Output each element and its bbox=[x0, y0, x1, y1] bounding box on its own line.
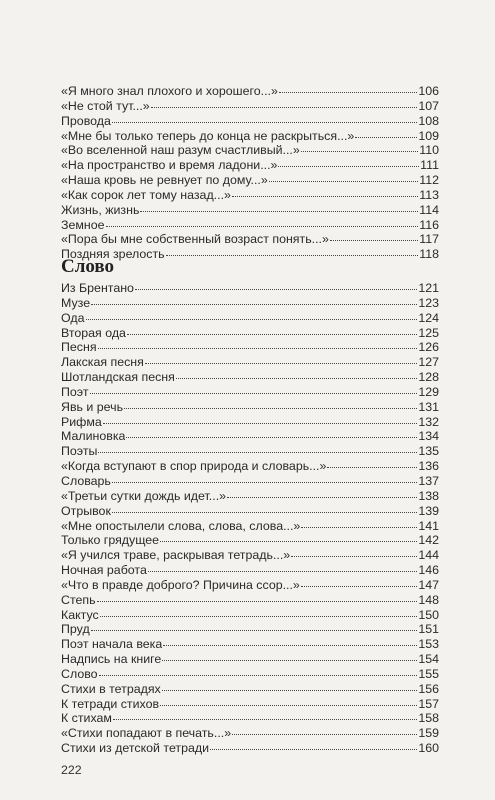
toc-entry-title: Ночная работа bbox=[61, 563, 147, 578]
toc-entry-page: 141 bbox=[418, 518, 439, 533]
dot-leader bbox=[112, 122, 417, 123]
toc-entry bbox=[61, 726, 439, 741]
dot-leader bbox=[106, 226, 419, 227]
page-number: 222 bbox=[61, 763, 82, 777]
toc-entry-title: Лакская песня bbox=[61, 355, 144, 370]
toc-entry-title: Словарь bbox=[61, 473, 111, 488]
toc-entry bbox=[61, 474, 439, 489]
toc-entry bbox=[61, 355, 439, 370]
toc-entry-page: 146 bbox=[418, 563, 439, 578]
toc-entry bbox=[61, 563, 439, 578]
toc-entry-page: 158 bbox=[418, 711, 439, 726]
dot-leader bbox=[90, 393, 418, 394]
toc-entry-title: Стихи в тетрадях bbox=[61, 681, 161, 696]
dot-leader bbox=[355, 137, 417, 138]
toc-entry bbox=[61, 370, 439, 385]
toc-entry-title: «Я много знал плохого и хорошего...» bbox=[61, 84, 278, 98]
toc-entry bbox=[61, 548, 439, 563]
toc-entry bbox=[61, 622, 439, 637]
toc-entry-title: «Мне бы только теперь до конца не раскрыться...» bbox=[61, 128, 355, 143]
toc-entry-page: 114 bbox=[419, 202, 439, 217]
dot-leader bbox=[163, 645, 417, 646]
toc-entry bbox=[61, 741, 439, 756]
toc-entry bbox=[61, 114, 439, 129]
dot-leader bbox=[124, 408, 417, 409]
dot-leader bbox=[112, 482, 417, 483]
toc-entry-title: Шотландская песня bbox=[61, 370, 175, 385]
toc-entry bbox=[61, 143, 439, 158]
toc-entry bbox=[61, 232, 439, 247]
toc-entry-title: Стихи из детской тетради bbox=[61, 741, 210, 756]
toc-entry-title: Поэты bbox=[61, 444, 98, 459]
toc-entry-page: 137 bbox=[418, 473, 439, 488]
toc-entry bbox=[61, 652, 439, 667]
toc-entry-title: Надпись на книге bbox=[61, 652, 162, 667]
toc-entry-page: 147 bbox=[418, 577, 439, 592]
dot-leader bbox=[301, 586, 417, 587]
toc-entry-title: Поэт bbox=[61, 384, 89, 399]
toc-entry-title: Слово bbox=[61, 666, 98, 681]
toc-entry-page: 124 bbox=[418, 310, 439, 325]
toc-entry-title: К стихам bbox=[61, 711, 112, 726]
toc-entry bbox=[61, 203, 439, 218]
toc-entry bbox=[61, 281, 439, 296]
toc-entry-page: 131 bbox=[418, 399, 439, 414]
dot-leader bbox=[176, 378, 417, 379]
toc-entry-title: «Мне опостылели слова, слова, слова...» bbox=[61, 518, 301, 533]
toc-entry-title: Из Брентано bbox=[61, 281, 134, 295]
dot-leader bbox=[301, 527, 417, 528]
toc-entry bbox=[61, 340, 439, 355]
dot-leader bbox=[103, 423, 418, 424]
dot-leader bbox=[210, 749, 417, 750]
toc-entry-page: 123 bbox=[418, 295, 439, 310]
dot-leader bbox=[86, 319, 418, 320]
toc-entry-page: 111 bbox=[420, 158, 439, 173]
toc-entry-title: «Когда вступают в спор природа и словарь...» bbox=[61, 459, 327, 474]
toc-entry-page: 157 bbox=[418, 696, 439, 711]
toc-entry-page: 129 bbox=[418, 384, 439, 399]
toc-entry-page: 148 bbox=[418, 592, 439, 607]
toc-entry-page: 109 bbox=[418, 128, 439, 143]
toc-entry-title: Ода bbox=[61, 310, 85, 325]
dot-leader bbox=[162, 690, 418, 691]
dot-leader bbox=[127, 334, 417, 335]
toc-entry bbox=[61, 326, 439, 341]
toc-entry-title: Земное bbox=[61, 217, 105, 232]
toc-entry bbox=[61, 593, 439, 608]
toc-entry-title: «Как сорок лет тому назад...» bbox=[61, 187, 231, 202]
section-heading: Слово bbox=[61, 256, 115, 277]
toc-entry-title: Малиновка bbox=[61, 429, 126, 444]
dot-leader bbox=[232, 196, 418, 197]
toc-entry-page: 150 bbox=[418, 607, 439, 622]
toc-entry-title: Явь и речь bbox=[61, 399, 124, 414]
dot-leader bbox=[98, 452, 417, 453]
toc-entry-page: 153 bbox=[418, 637, 439, 652]
toc-entry bbox=[61, 608, 439, 623]
toc-entry bbox=[61, 247, 439, 262]
toc-entry-title: «Стихи попадают в печать...» bbox=[61, 726, 232, 741]
toc-entry-page: 151 bbox=[418, 622, 439, 637]
toc-entry-page: 144 bbox=[418, 548, 439, 563]
toc-entry bbox=[61, 129, 439, 144]
toc-entry-title: Пруд bbox=[61, 622, 90, 637]
toc-entry bbox=[61, 218, 439, 233]
toc-entry bbox=[61, 385, 439, 400]
toc-entry-title: Степь bbox=[61, 592, 96, 607]
toc-entry bbox=[61, 667, 439, 682]
toc-entry-page: 136 bbox=[418, 459, 439, 474]
toc-entry-title: «Не стой тут...» bbox=[61, 98, 150, 113]
toc-entry-page: 113 bbox=[419, 187, 439, 202]
toc-entry-title: Песня bbox=[61, 340, 97, 355]
dot-leader bbox=[327, 467, 417, 468]
toc-entry bbox=[61, 637, 439, 652]
toc-entry bbox=[61, 99, 439, 114]
dot-leader bbox=[98, 348, 418, 349]
toc-entry-page: 107 bbox=[418, 98, 439, 113]
toc-entry-page: 108 bbox=[418, 113, 439, 128]
dot-leader bbox=[278, 166, 419, 167]
dot-leader bbox=[232, 734, 417, 735]
dot-leader bbox=[135, 289, 417, 290]
toc-entry-page: 127 bbox=[418, 355, 439, 370]
dot-leader bbox=[148, 571, 417, 572]
dot-leader bbox=[160, 541, 417, 542]
toc-entry-title: Поэт начала века bbox=[61, 637, 163, 652]
toc-entry-title: Музе bbox=[61, 295, 91, 310]
dot-leader bbox=[91, 630, 418, 631]
toc-entry-page: 125 bbox=[418, 325, 439, 340]
dot-leader bbox=[140, 211, 418, 212]
toc-entry-title: «Наша кровь не ревнует по дому...» bbox=[61, 173, 268, 188]
toc-entry-title: К тетради стихов bbox=[61, 696, 160, 711]
dot-leader bbox=[301, 151, 418, 152]
toc-entry-page: 135 bbox=[418, 444, 439, 459]
toc-entry bbox=[61, 578, 439, 593]
dot-leader bbox=[91, 304, 417, 305]
toc-entry-page: 156 bbox=[418, 681, 439, 696]
toc-entry bbox=[61, 415, 439, 430]
toc-list-slovo bbox=[61, 281, 439, 756]
toc-entry bbox=[61, 84, 439, 99]
toc-entry bbox=[61, 444, 439, 459]
toc-entry bbox=[61, 533, 439, 548]
toc-entry bbox=[61, 459, 439, 474]
toc-entry-title: «Пора бы мне собственный возраст понять...» bbox=[61, 232, 329, 247]
dot-leader bbox=[112, 512, 417, 513]
toc-entry bbox=[61, 519, 439, 534]
toc-entry-title: «Третьи сутки дождь идет...» bbox=[61, 488, 227, 503]
dot-leader bbox=[227, 497, 417, 498]
toc-entry-page: 112 bbox=[419, 173, 439, 188]
toc-entry-title: Провода bbox=[61, 113, 111, 128]
toc-entry bbox=[61, 682, 439, 697]
toc-entry bbox=[61, 188, 439, 203]
toc-entry-page: 110 bbox=[419, 143, 439, 158]
toc-entry-page: 142 bbox=[418, 533, 439, 548]
toc-entry-title: «Что в правде доброго? Причина ссор...» bbox=[61, 577, 300, 592]
dot-leader bbox=[269, 181, 419, 182]
toc-entry-page: 138 bbox=[418, 488, 439, 503]
toc-list-continued bbox=[61, 84, 439, 262]
toc-entry-title: Кактус bbox=[61, 607, 99, 622]
toc-entry-page: 132 bbox=[418, 414, 439, 429]
dot-leader bbox=[145, 363, 417, 364]
dot-leader bbox=[113, 719, 417, 720]
toc-entry bbox=[61, 296, 439, 311]
toc-entry bbox=[61, 311, 439, 326]
toc-entry-page: 126 bbox=[418, 340, 439, 355]
dot-leader bbox=[291, 556, 417, 557]
dot-leader bbox=[97, 601, 418, 602]
dot-leader bbox=[151, 107, 418, 108]
toc-entry-page: 128 bbox=[418, 370, 439, 385]
toc-entry bbox=[61, 711, 439, 726]
toc-entry-page: 121 bbox=[418, 281, 439, 295]
toc-entry-title: Жизнь, жизнь bbox=[61, 202, 140, 217]
dot-leader bbox=[162, 660, 417, 661]
toc-entry bbox=[61, 158, 439, 173]
dot-leader bbox=[160, 705, 417, 706]
dot-leader bbox=[100, 616, 418, 617]
dot-leader bbox=[126, 437, 417, 438]
dot-leader bbox=[166, 255, 419, 256]
toc-entry-title: Вторая ода bbox=[61, 325, 126, 340]
toc-entry-title: «Я учился траве, раскрывая тетрадь...» bbox=[61, 548, 291, 563]
toc-entry-page: 134 bbox=[418, 429, 439, 444]
toc-entry-page: 159 bbox=[418, 726, 439, 741]
dot-leader bbox=[279, 92, 417, 93]
toc-entry-page: 155 bbox=[418, 666, 439, 681]
toc-entry bbox=[61, 697, 439, 712]
toc-entry-page: 139 bbox=[418, 503, 439, 518]
toc-entry-title: Только грядущее bbox=[61, 533, 160, 548]
dot-leader bbox=[99, 675, 418, 676]
toc-entry bbox=[61, 400, 439, 415]
toc-entry-page: 154 bbox=[418, 652, 439, 667]
toc-entry bbox=[61, 173, 439, 188]
toc-entry-title: «Во вселенной наш разум счастливый...» bbox=[61, 143, 300, 158]
toc-entry-title: Отрывок bbox=[61, 503, 111, 518]
toc-entry-page: 160 bbox=[418, 741, 439, 756]
toc-entry-page: 118 bbox=[419, 247, 439, 262]
toc-entry-title: Рифма bbox=[61, 414, 102, 429]
toc-entry bbox=[61, 504, 439, 519]
dot-leader bbox=[330, 240, 418, 241]
toc-entry-title: Поздняя зрелость bbox=[61, 247, 165, 262]
toc-entry-page: 117 bbox=[419, 232, 439, 247]
toc-entry-page: 106 bbox=[418, 84, 439, 98]
toc-entry bbox=[61, 489, 439, 504]
toc-entry-title: «На пространство и время ладони...» bbox=[61, 158, 278, 173]
toc-entry bbox=[61, 429, 439, 444]
toc-entry-page: 116 bbox=[419, 217, 439, 232]
